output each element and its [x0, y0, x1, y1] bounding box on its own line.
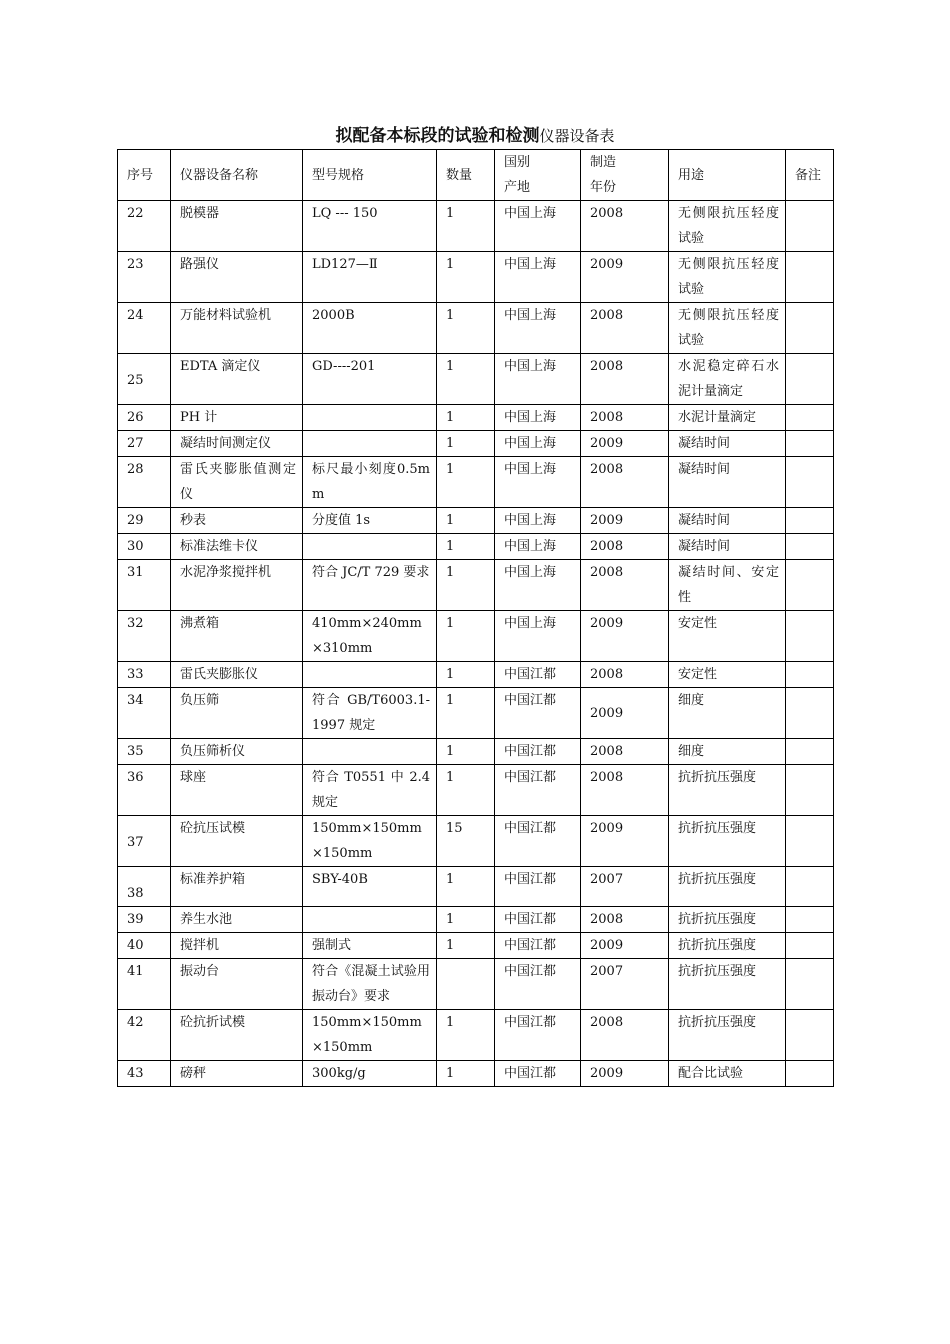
cell-note [786, 816, 834, 867]
cell-qty: 1 [437, 508, 495, 534]
cell-name: 水泥净浆搅拌机 [171, 560, 303, 611]
table-row [118, 867, 834, 907]
table-row [118, 1010, 834, 1061]
title-normal-part: 仪器设备表 [539, 127, 615, 145]
cell-note [786, 867, 834, 907]
cell-year: 2009 [581, 688, 669, 739]
table-row [118, 959, 834, 1010]
cell-note [786, 354, 834, 405]
cell-model [303, 907, 437, 933]
cell-model: 150mm×150mm×150mm [303, 1010, 437, 1061]
cell-use: 抗折抗压强度 [669, 907, 786, 933]
table-row [118, 933, 834, 959]
page-title [0, 124, 950, 148]
cell-seq: 33 [118, 662, 171, 688]
cell-seq: 26 [118, 405, 171, 431]
cell-year: 2009 [581, 933, 669, 959]
cell-name: 标准养护箱 [171, 867, 303, 907]
cell-note [786, 508, 834, 534]
cell-year: 2008 [581, 765, 669, 816]
cell-use: 配合比试验 [669, 1061, 786, 1087]
cell-origin: 中国上海 [495, 201, 581, 252]
cell-year: 2009 [581, 252, 669, 303]
equipment-table [117, 149, 834, 1087]
cell-model: LD127—Ⅱ [303, 252, 437, 303]
cell-seq: 37 [118, 816, 171, 867]
cell-model: 300kg/g [303, 1061, 437, 1087]
cell-year: 2008 [581, 201, 669, 252]
cell-seq: 22 [118, 201, 171, 252]
cell-note [786, 662, 834, 688]
cell-note [786, 1010, 834, 1061]
cell-year: 2009 [581, 611, 669, 662]
cell-qty: 1 [437, 765, 495, 816]
header-name: 仪器设备名称 [171, 150, 303, 201]
cell-year: 2008 [581, 739, 669, 765]
cell-seq: 25 [118, 354, 171, 405]
cell-use: 抗折抗压强度 [669, 1010, 786, 1061]
table-row [118, 431, 834, 457]
table-row [118, 508, 834, 534]
table-row [118, 739, 834, 765]
cell-name: 雷氏夹膨胀仪 [171, 662, 303, 688]
cell-model: 标尺最小刻度0.5mm [303, 457, 437, 508]
header-qty: 数量 [437, 150, 495, 201]
cell-note [786, 611, 834, 662]
cell-name: PH 计 [171, 405, 303, 431]
cell-model: 符合 T0551 中 2.4 规定 [303, 765, 437, 816]
cell-model [303, 534, 437, 560]
cell-year: 2007 [581, 867, 669, 907]
cell-note [786, 560, 834, 611]
cell-name: 负压筛析仪 [171, 739, 303, 765]
cell-model: 2000B [303, 303, 437, 354]
cell-origin: 中国江都 [495, 959, 581, 1010]
cell-origin: 中国上海 [495, 303, 581, 354]
table-row [118, 457, 834, 508]
cell-origin: 中国上海 [495, 252, 581, 303]
cell-qty: 1 [437, 662, 495, 688]
cell-seq: 36 [118, 765, 171, 816]
header-note: 备注 [786, 150, 834, 201]
cell-model: 410mm×240mm×310mm [303, 611, 437, 662]
table-row [118, 405, 834, 431]
header-origin [495, 150, 581, 201]
cell-model: SBY-40B [303, 867, 437, 907]
cell-seq: 28 [118, 457, 171, 508]
cell-year: 2008 [581, 534, 669, 560]
cell-qty: 1 [437, 867, 495, 907]
cell-seq: 27 [118, 431, 171, 457]
cell-use: 无侧限抗压轻度试验 [669, 201, 786, 252]
cell-seq: 32 [118, 611, 171, 662]
cell-origin: 中国上海 [495, 508, 581, 534]
cell-year: 2008 [581, 662, 669, 688]
cell-seq: 24 [118, 303, 171, 354]
table-row [118, 662, 834, 688]
cell-year: 2008 [581, 457, 669, 508]
cell-note [786, 303, 834, 354]
cell-origin: 中国江都 [495, 662, 581, 688]
cell-seq: 43 [118, 1061, 171, 1087]
table-row [118, 354, 834, 405]
table-row [118, 201, 834, 252]
cell-model: 分度值 1s [303, 508, 437, 534]
cell-qty: 1 [437, 431, 495, 457]
cell-origin: 中国上海 [495, 560, 581, 611]
cell-qty: 1 [437, 405, 495, 431]
cell-model: LQ --- 150 [303, 201, 437, 252]
cell-name: 脱模器 [171, 201, 303, 252]
cell-origin: 中国江都 [495, 1061, 581, 1087]
cell-seq: 40 [118, 933, 171, 959]
cell-use: 安定性 [669, 611, 786, 662]
cell-model: 150mm×150mm×150mm [303, 816, 437, 867]
cell-use: 凝结时间 [669, 431, 786, 457]
cell-year: 2009 [581, 816, 669, 867]
cell-qty: 1 [437, 354, 495, 405]
cell-year: 2008 [581, 560, 669, 611]
cell-qty: 1 [437, 303, 495, 354]
cell-qty: 1 [437, 611, 495, 662]
cell-origin: 中国上海 [495, 534, 581, 560]
cell-year: 2008 [581, 1010, 669, 1061]
cell-origin: 中国江都 [495, 739, 581, 765]
cell-model [303, 431, 437, 457]
cell-origin: 中国上海 [495, 431, 581, 457]
cell-origin: 中国上海 [495, 354, 581, 405]
cell-origin: 中国上海 [495, 611, 581, 662]
header-origin-line1: 国别 [504, 155, 531, 170]
cell-seq: 34 [118, 688, 171, 739]
table-row [118, 560, 834, 611]
cell-use: 抗折抗压强度 [669, 765, 786, 816]
table-row [118, 611, 834, 662]
cell-model [303, 662, 437, 688]
cell-seq: 38 [118, 867, 171, 907]
cell-origin: 中国江都 [495, 688, 581, 739]
cell-use: 凝结时间 [669, 457, 786, 508]
cell-qty: 15 [437, 816, 495, 867]
cell-name: 砼抗折试模 [171, 1010, 303, 1061]
cell-origin: 中国上海 [495, 405, 581, 431]
cell-use: 凝结时间、安定性 [669, 560, 786, 611]
cell-year: 2009 [581, 1061, 669, 1087]
cell-model: 符合《混凝土试验用振动台》要求 [303, 959, 437, 1010]
table-header-row [118, 150, 834, 201]
cell-note [786, 201, 834, 252]
cell-year: 2008 [581, 405, 669, 431]
cell-name: 搅拌机 [171, 933, 303, 959]
cell-seq: 29 [118, 508, 171, 534]
cell-name: 路强仪 [171, 252, 303, 303]
cell-qty [437, 959, 495, 1010]
cell-name: 雷氏夹膨胀值测定仪 [171, 457, 303, 508]
title-bold-part: 拟配备本标段的试验和检测 [335, 126, 540, 146]
cell-qty: 1 [437, 933, 495, 959]
cell-origin: 中国江都 [495, 765, 581, 816]
cell-qty: 1 [437, 1061, 495, 1087]
cell-name: EDTA 滴定仪 [171, 354, 303, 405]
header-year-line2: 年份 [590, 180, 617, 195]
cell-name: 凝结时间测定仪 [171, 431, 303, 457]
table-row [118, 252, 834, 303]
cell-qty: 1 [437, 739, 495, 765]
cell-note [786, 739, 834, 765]
cell-note [786, 959, 834, 1010]
header-year [581, 150, 669, 201]
header-year-line1: 制造 [590, 155, 617, 170]
cell-name: 磅秤 [171, 1061, 303, 1087]
cell-name: 养生水池 [171, 907, 303, 933]
cell-year: 2008 [581, 907, 669, 933]
cell-year: 2008 [581, 354, 669, 405]
cell-use: 细度 [669, 739, 786, 765]
cell-note [786, 457, 834, 508]
cell-note [786, 765, 834, 816]
cell-seq: 42 [118, 1010, 171, 1061]
cell-use: 抗折抗压强度 [669, 933, 786, 959]
cell-name: 万能材料试验机 [171, 303, 303, 354]
cell-note [786, 405, 834, 431]
cell-name: 振动台 [171, 959, 303, 1010]
cell-origin: 中国上海 [495, 457, 581, 508]
cell-note [786, 252, 834, 303]
header-seq: 序号 [118, 150, 171, 201]
cell-year: 2009 [581, 431, 669, 457]
cell-seq: 23 [118, 252, 171, 303]
cell-note [786, 688, 834, 739]
cell-origin: 中国江都 [495, 867, 581, 907]
cell-year: 2009 [581, 508, 669, 534]
table-row [118, 534, 834, 560]
cell-note [786, 933, 834, 959]
cell-name: 负压筛 [171, 688, 303, 739]
table-row [118, 816, 834, 867]
cell-use: 无侧限抗压轻度试验 [669, 252, 786, 303]
cell-model: 符合 JC/T 729 要求 [303, 560, 437, 611]
header-model: 型号规格 [303, 150, 437, 201]
cell-seq: 35 [118, 739, 171, 765]
cell-use: 凝结时间 [669, 534, 786, 560]
cell-note [786, 534, 834, 560]
cell-qty: 1 [437, 457, 495, 508]
cell-use: 抗折抗压强度 [669, 816, 786, 867]
table-row [118, 907, 834, 933]
cell-use: 抗折抗压强度 [669, 867, 786, 907]
cell-qty: 1 [437, 1010, 495, 1061]
cell-model: 符合 GB/T6003.1-1997 规定 [303, 688, 437, 739]
cell-origin: 中国江都 [495, 907, 581, 933]
cell-name: 沸煮箱 [171, 611, 303, 662]
cell-seq: 39 [118, 907, 171, 933]
cell-note [786, 431, 834, 457]
table-row [118, 303, 834, 354]
cell-model [303, 739, 437, 765]
cell-name: 砼抗压试模 [171, 816, 303, 867]
cell-year: 2007 [581, 959, 669, 1010]
cell-qty: 1 [437, 201, 495, 252]
cell-qty: 1 [437, 252, 495, 303]
cell-qty: 1 [437, 534, 495, 560]
cell-name: 球座 [171, 765, 303, 816]
table-body [118, 201, 834, 1087]
cell-use: 凝结时间 [669, 508, 786, 534]
cell-use: 抗折抗压强度 [669, 959, 786, 1010]
cell-model: GD----201 [303, 354, 437, 405]
cell-qty: 1 [437, 907, 495, 933]
cell-qty: 1 [437, 688, 495, 739]
cell-origin: 中国江都 [495, 816, 581, 867]
cell-name: 秒表 [171, 508, 303, 534]
header-use: 用途 [669, 150, 786, 201]
cell-origin: 中国江都 [495, 1010, 581, 1061]
cell-note [786, 1061, 834, 1087]
cell-origin: 中国江都 [495, 933, 581, 959]
cell-use: 无侧限抗压轻度试验 [669, 303, 786, 354]
cell-seq: 30 [118, 534, 171, 560]
cell-year: 2008 [581, 303, 669, 354]
cell-note [786, 907, 834, 933]
cell-name: 标准法维卡仪 [171, 534, 303, 560]
header-origin-line2: 产地 [504, 180, 531, 195]
cell-use: 安定性 [669, 662, 786, 688]
table-row [118, 688, 834, 739]
cell-use: 水泥计量滴定 [669, 405, 786, 431]
table-row [118, 1061, 834, 1087]
cell-seq: 31 [118, 560, 171, 611]
cell-use: 细度 [669, 688, 786, 739]
table-row [118, 765, 834, 816]
cell-qty: 1 [437, 560, 495, 611]
cell-model: 强制式 [303, 933, 437, 959]
cell-seq: 41 [118, 959, 171, 1010]
cell-model [303, 405, 437, 431]
cell-use: 水泥稳定碎石水泥计量滴定 [669, 354, 786, 405]
